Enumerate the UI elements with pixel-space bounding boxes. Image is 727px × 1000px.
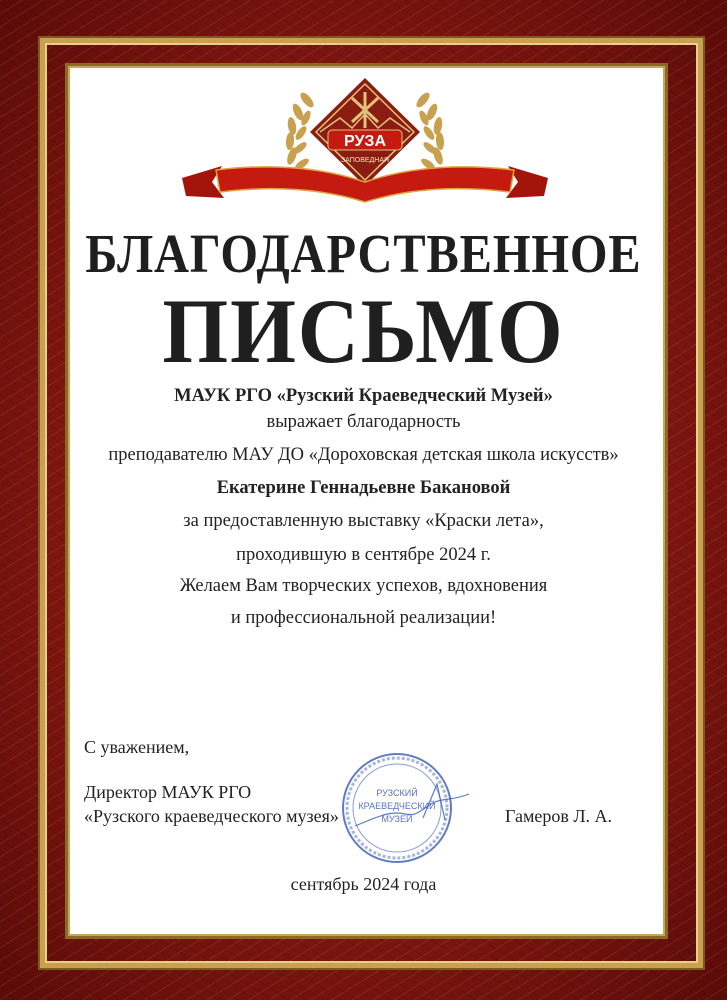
signer-position-line-2: «Рузского краеведческого музея» xyxy=(84,806,339,826)
title-line-2: ПИСЬМО xyxy=(162,280,565,382)
recipient-role-text: преподавателю МАУ ДО «Дороховская детская школа искусств» xyxy=(108,445,619,465)
title-line-1: БЛАГОДАРСТВЕННОЕ xyxy=(85,223,642,284)
logo-brand-text: РУЗА xyxy=(344,133,386,150)
ruza-diamond-logo xyxy=(310,78,420,186)
wish-text-line-1: Желаем Вам творческих успехов, вдохновения xyxy=(179,576,548,596)
expresses-gratitude-text: выражает благодарность xyxy=(266,412,461,432)
signer-name: Гамеров Л. А. xyxy=(505,806,613,826)
document-date: сентябрь 2024 года xyxy=(290,874,437,894)
wish-text-line-2: и профессиональной реализации! xyxy=(230,608,497,628)
stamp-line-1: РУЗСКИЙ xyxy=(376,788,418,798)
organization-name: МАУК РГО «Рузский Краеведческий Музей» xyxy=(174,386,553,406)
reason-text-line-2: проходившую в сентябре 2024 г. xyxy=(236,545,491,565)
official-stamp xyxy=(335,748,475,868)
logo-tagline-text: ЗАПОВЕДНАЯ xyxy=(340,157,390,164)
stamp-line-2: КРАЕВЕДЧЕСКИЙ xyxy=(358,801,436,811)
regards-text: С уважением, xyxy=(84,737,190,757)
recipient-name: Екатерине Геннадьевне Бакановой xyxy=(216,478,511,498)
ruza-logo-emblem xyxy=(180,70,550,210)
signer-position-line-1: Директор МАУК РГО xyxy=(84,782,252,802)
stamp-line-3: МУЗЕЙ xyxy=(381,814,413,824)
reason-text-line-1: за предоставленную выставку «Краски лета», xyxy=(183,511,544,531)
